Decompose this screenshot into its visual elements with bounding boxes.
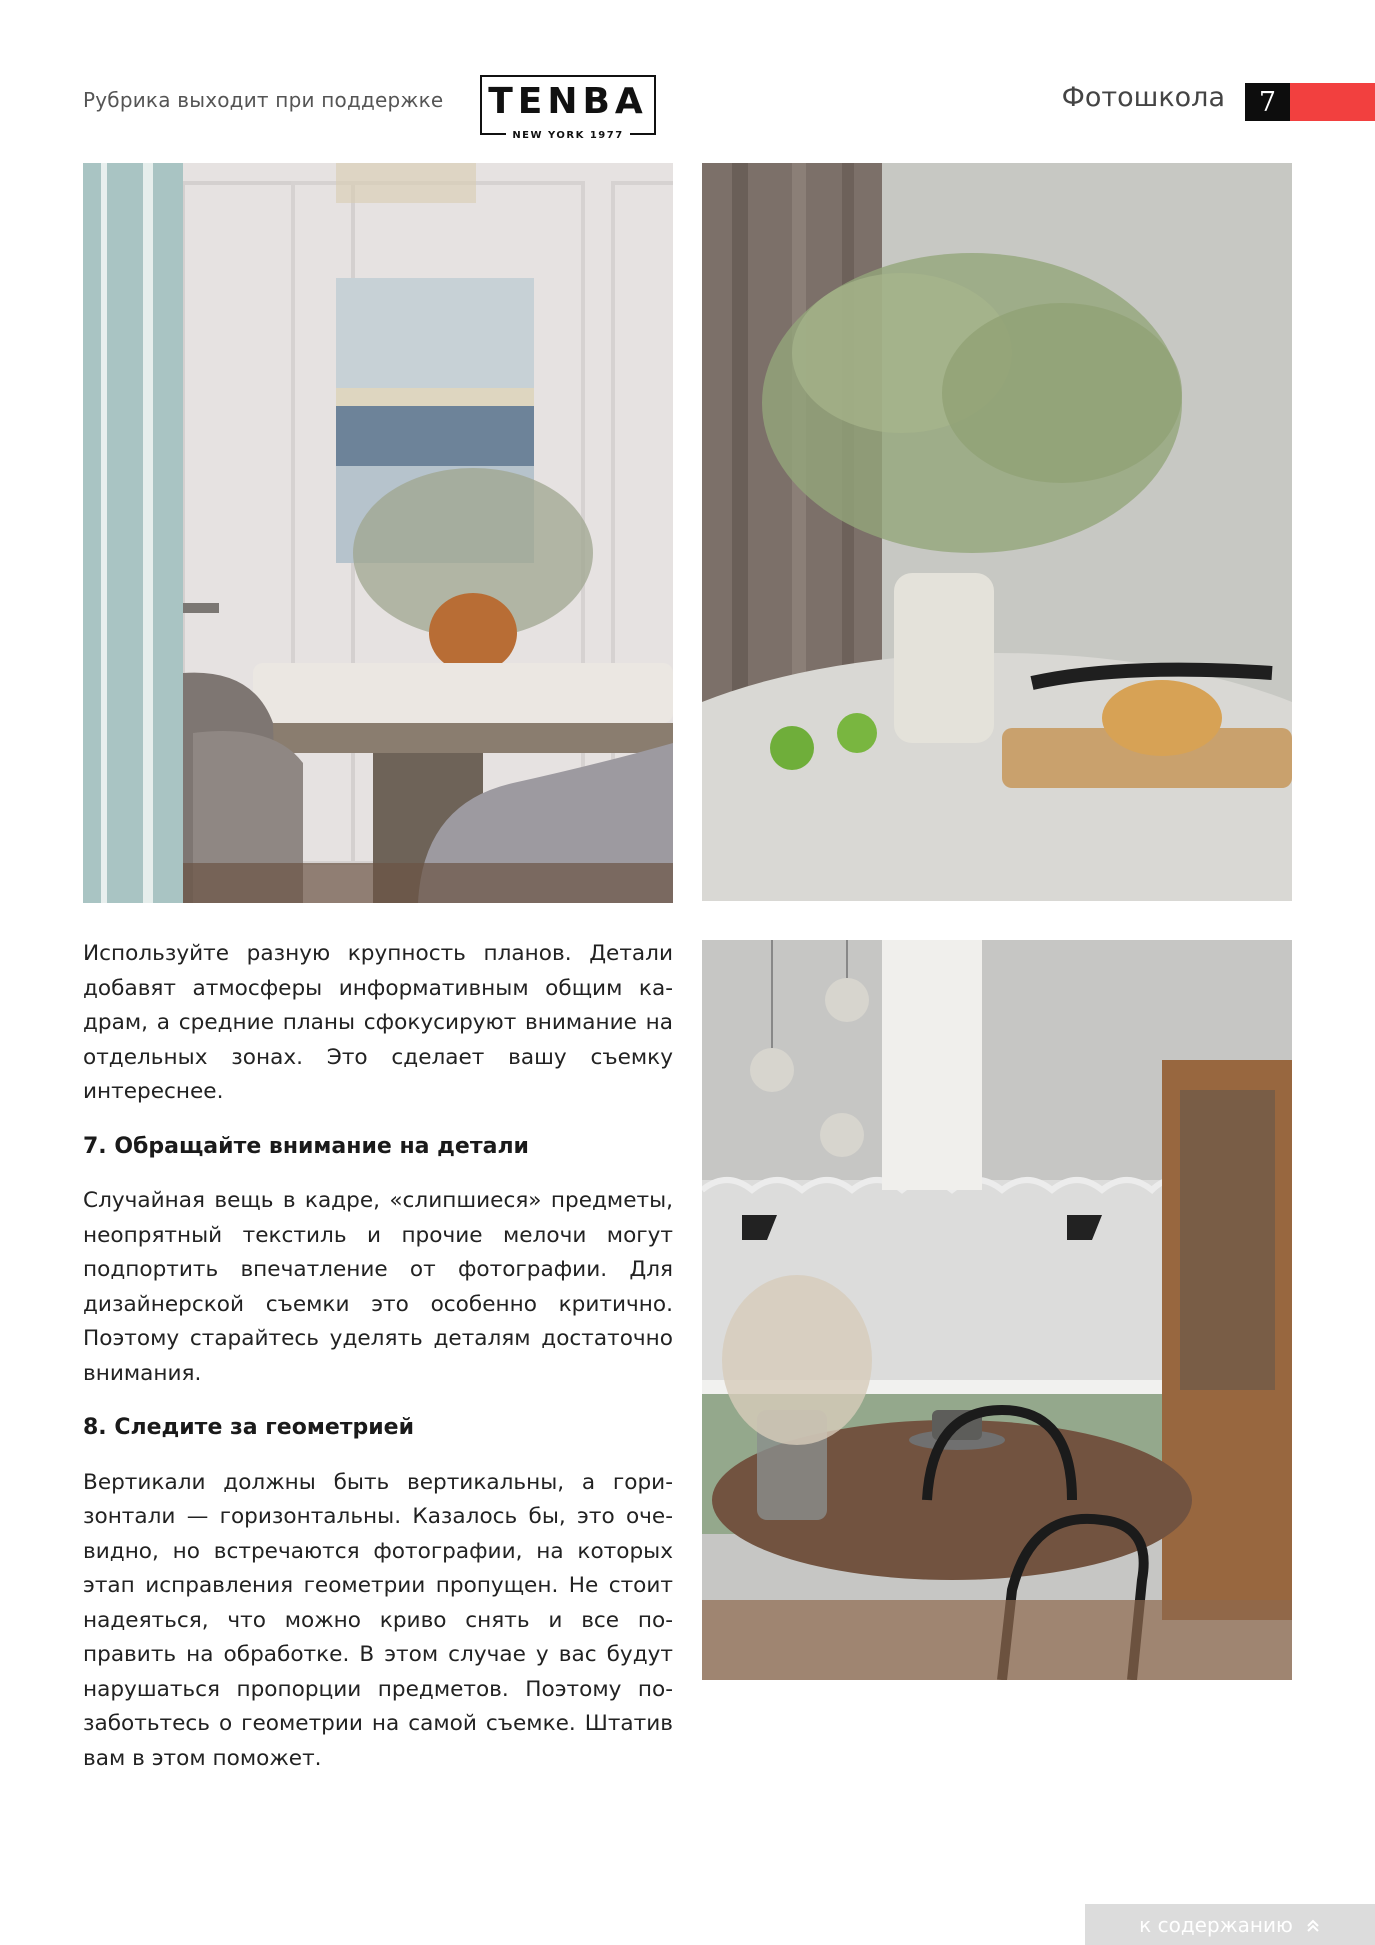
accent-bar	[1290, 83, 1375, 121]
flowers-vase-illustration	[702, 163, 1292, 901]
logo-wordmark: TENBA	[488, 81, 648, 122]
toc-link-label: к содержанию	[1139, 1912, 1293, 1937]
page-number: 7	[1245, 83, 1290, 121]
double-chevron-up-icon	[1305, 1917, 1321, 1933]
section-title: Фотошкола	[1061, 82, 1225, 113]
tenba-logo	[480, 75, 656, 141]
section-7-paragraph: Случайная вещь в кадре, «слипшиеся» предметы, неопрятный текстиль и прочие мелочи могут подпортить впечатление от фотографии. Для дизайнерской съемки это особенно критично. Поэтому старайтесь уделять деталям достаточно внимания.	[83, 1188, 673, 1386]
dining-room-illustration	[83, 163, 673, 903]
article-intro-paragraph: Используйте разную крупность планов. Детали добавят атмосферы информативным общим кадрам, а средние планы сфокусируют внимание на отдельных зонах. Это сделает вашу съемку интереснее.	[83, 941, 673, 1104]
section-8-heading: 8. Следите за геометрией	[83, 1415, 414, 1440]
kitchen-illustration	[702, 940, 1292, 1680]
sponsor-text: Рубрика выходит при поддержке	[83, 88, 444, 112]
article-body	[83, 937, 673, 1796]
table-of-contents-link[interactable]	[1085, 1904, 1375, 1945]
photo-dining-room	[83, 163, 673, 903]
logo-subtitle: NEW YORK 1977	[506, 130, 629, 141]
section-8-paragraph: Вертикали должны быть вертикальны, а горизонтали — горизонтальны. Казалось бы, это очевидно, но встречаются фотографии, на которых этап исправления геометрии пропущен. Не стоит надеяться, что можно криво снять и все поправить на обработке. В этом случае у вас будут нарушаться пропорции предметов. Поэтому позаботьтесь о геометрии на самой съемке. Штатив вам в этом поможет.	[83, 1469, 673, 1771]
photo-flowers-vase	[702, 163, 1292, 901]
section-7-heading: 7. Обращайте внимание на детали	[83, 1133, 529, 1159]
photo-kitchen	[702, 940, 1292, 1680]
